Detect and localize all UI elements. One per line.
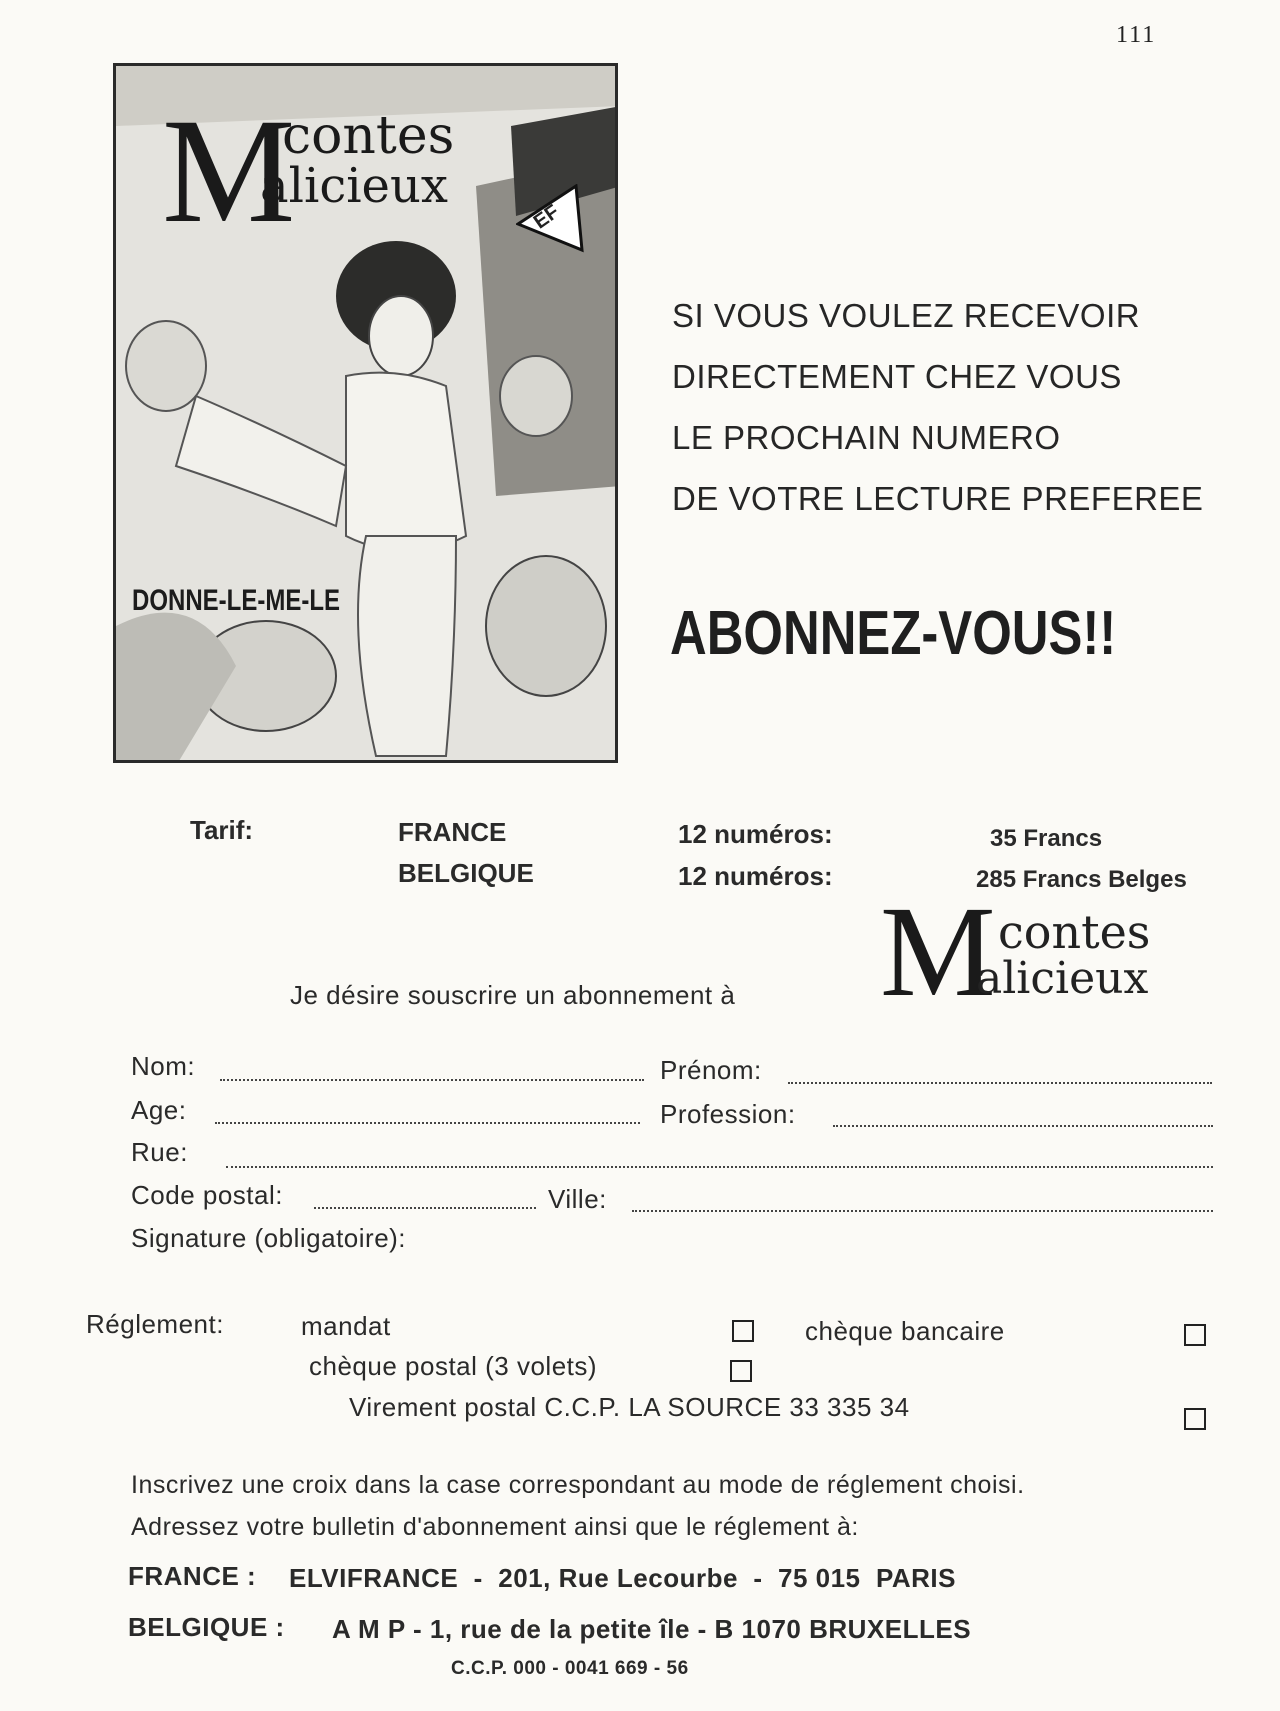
prenom-label: Prénom: bbox=[660, 1055, 762, 1085]
nom-input[interactable] bbox=[220, 1079, 644, 1081]
instructions-line-2: Adressez votre bulletin d'abonnement ainsi que le réglement à: bbox=[131, 1513, 859, 1541]
age-input[interactable] bbox=[215, 1122, 640, 1124]
subscribe-text: Je désire souscrire un abonnement à bbox=[290, 980, 736, 1010]
payment-option-mandat: mandat bbox=[301, 1311, 391, 1341]
logo-line1: contes bbox=[998, 905, 1151, 959]
cover-badge-text: EF bbox=[529, 200, 564, 234]
payment-label: Réglement: bbox=[86, 1309, 224, 1339]
logo-initial: M bbox=[880, 880, 996, 1024]
cover-title-line2: alicieux bbox=[260, 158, 448, 214]
tariff-issues-belgique: 12 numéros: bbox=[678, 861, 833, 891]
logo-line2: alicieux bbox=[976, 953, 1149, 1004]
payment-option-virement: Virement postal C.C.P. LA SOURCE 33 335 34 bbox=[349, 1392, 910, 1422]
cover-title-initial: M bbox=[162, 88, 296, 254]
address-france: ELVIFRANCE - 201, Rue Lecourbe - 75 015 PARIS bbox=[289, 1563, 956, 1593]
rue-input[interactable] bbox=[226, 1166, 1213, 1168]
ville-input[interactable] bbox=[632, 1210, 1213, 1212]
code-postal-label: Code postal: bbox=[131, 1180, 283, 1210]
address-belgique-label: BELGIQUE : bbox=[128, 1612, 285, 1642]
magazine-logo bbox=[880, 880, 1200, 1024]
virement-checkbox[interactable] bbox=[1184, 1408, 1206, 1430]
mandat-checkbox[interactable] bbox=[732, 1320, 754, 1342]
cover-title-line1: contes bbox=[282, 106, 455, 166]
nom-label: Nom: bbox=[131, 1051, 196, 1081]
prenom-input[interactable] bbox=[788, 1082, 1212, 1084]
cover-badge bbox=[516, 184, 586, 254]
tariff-price-belgique: 285 Francs Belges bbox=[976, 866, 1187, 893]
promo-text bbox=[672, 285, 1203, 529]
payment-option-cheque-postal: chèque postal (3 volets) bbox=[309, 1351, 598, 1381]
ccp-number: C.C.P. 000 - 0041 669 - 56 bbox=[451, 1658, 689, 1679]
cheque-bancaire-checkbox[interactable] bbox=[1184, 1324, 1206, 1346]
profession-input[interactable] bbox=[833, 1125, 1213, 1127]
subscribe-cta: ABONNEZ-VOUS!! bbox=[670, 599, 1117, 668]
ville-label: Ville: bbox=[548, 1184, 607, 1214]
address-belgique: A M P - 1, rue de la petite île - B 1070 BRUXELLES bbox=[332, 1614, 972, 1644]
code-postal-input[interactable] bbox=[314, 1207, 536, 1209]
age-label: Age: bbox=[131, 1095, 187, 1125]
payment-option-cheque-bancaire: chèque bancaire bbox=[805, 1316, 1005, 1346]
tariff-price-france: 35 Francs bbox=[990, 825, 1103, 852]
tariff-country-belgique: BELGIQUE bbox=[398, 858, 534, 888]
profession-label: Profession: bbox=[660, 1099, 796, 1129]
magazine-cover bbox=[113, 63, 618, 763]
cover-title bbox=[162, 88, 455, 254]
tariff-country-france: FRANCE bbox=[398, 817, 507, 847]
page-number: 111 bbox=[1116, 22, 1157, 48]
rue-label: Rue: bbox=[131, 1137, 188, 1167]
tariff-issues-france: 12 numéros: bbox=[678, 819, 833, 849]
promo-line-3: LE PROCHAIN NUMERO bbox=[672, 419, 1061, 456]
signature-label: Signature (obligatoire): bbox=[131, 1223, 407, 1253]
instructions-line-1: Inscrivez une croix dans la case correspondant au mode de réglement choisi. bbox=[131, 1471, 1025, 1499]
address-france-label: FRANCE : bbox=[128, 1561, 257, 1591]
promo-line-1: SI VOUS VOULEZ RECEVOIR bbox=[672, 297, 1141, 334]
tariff-label: Tarif: bbox=[190, 815, 254, 845]
promo-line-4: DE VOTRE LECTURE PREFEREE bbox=[672, 480, 1204, 517]
cheque-postal-checkbox[interactable] bbox=[730, 1360, 752, 1382]
promo-line-2: DIRECTEMENT CHEZ VOUS bbox=[672, 358, 1122, 395]
cover-subtitle: DONNE-LE-ME-LE bbox=[132, 584, 340, 617]
